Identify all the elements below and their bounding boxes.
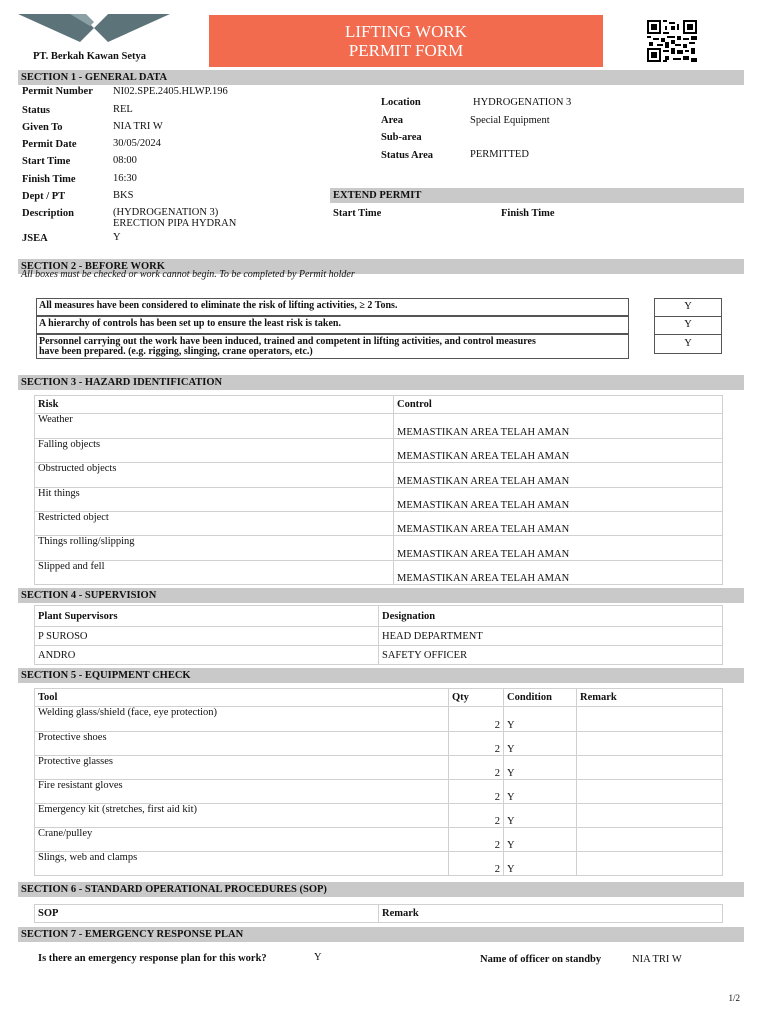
- supervision-table: [34, 605, 723, 665]
- designation-cell: HEAD DEPARTMENT: [379, 627, 723, 646]
- risk-cell: Slipped and fell: [35, 561, 394, 585]
- control-cell: MEMASTIKAN AREA TELAH AMAN: [394, 512, 723, 536]
- tool-cell: Crane/pulley: [35, 828, 449, 852]
- tool-cell: Protective glasses: [35, 756, 449, 780]
- table-row: [35, 780, 723, 804]
- tool-cell: Welding glass/shield (face, eye protection): [35, 707, 449, 732]
- table-row: [35, 707, 723, 732]
- control-cell: MEMASTIKAN AREA TELAH AMAN: [394, 536, 723, 561]
- checklist-answer: Y: [684, 319, 692, 330]
- qty-cell: 2: [449, 804, 504, 828]
- finish-time-label: Finish Time: [22, 174, 76, 185]
- qty-cell: 2: [449, 756, 504, 780]
- table-row: [35, 828, 723, 852]
- checklist-answer: Y: [684, 301, 692, 312]
- remark-cell: [577, 852, 723, 876]
- sop-header: SOP: [35, 905, 379, 923]
- tool-cell: Protective shoes: [35, 732, 449, 756]
- control-cell: MEMASTIKAN AREA TELAH AMAN: [394, 488, 723, 512]
- given-to-label: Given To: [22, 122, 63, 133]
- company-name: PT. Berkah Kawan Setya: [33, 51, 146, 62]
- table-row: [35, 561, 723, 585]
- section2-note: All boxes must be checked or work cannot begin. To be completed by Permit holder: [21, 269, 355, 280]
- start-time-value: 08:00: [113, 155, 137, 166]
- status-value: REL: [113, 104, 133, 115]
- designation-cell: SAFETY OFFICER: [379, 646, 723, 665]
- section5-title: SECTION 5 - EQUIPMENT CHECK: [18, 668, 744, 683]
- hazard-table: [34, 395, 723, 585]
- permit-date-value: 30/05/2024: [113, 138, 161, 149]
- remark-cell: [577, 804, 723, 828]
- table-row: [35, 463, 723, 488]
- equipment-table: [34, 688, 723, 876]
- sop-table: [34, 904, 723, 923]
- risk-cell: Hit things: [35, 488, 394, 512]
- risk-cell: Obstructed objects: [35, 463, 394, 488]
- qty-cell: 2: [449, 732, 504, 756]
- section7-title: SECTION 7 - EMERGENCY RESPONSE PLAN: [18, 927, 744, 942]
- sub-area-label: Sub-area: [381, 132, 422, 143]
- description-label: Description: [22, 208, 74, 219]
- condition-cell: Y: [504, 852, 577, 876]
- extend-permit-title: EXTEND PERMIT: [330, 188, 744, 203]
- tool-header: Tool: [35, 689, 449, 707]
- table-row: [35, 646, 723, 665]
- dept-label: Dept / PT: [22, 191, 66, 202]
- condition-cell: Y: [504, 804, 577, 828]
- checklist-item-text: A hierarchy of controls has been set up to ensure the least risk is taken.: [39, 318, 341, 329]
- area-value: Special Equipment: [470, 115, 550, 126]
- table-row: [35, 512, 723, 536]
- standby-officer-label: Name of officer on standby: [480, 954, 602, 965]
- table-row: [35, 852, 723, 876]
- risk-cell: Things rolling/slipping: [35, 536, 394, 561]
- location-label: Location: [381, 97, 421, 108]
- control-header: Control: [394, 396, 723, 414]
- control-cell: MEMASTIKAN AREA TELAH AMAN: [394, 414, 723, 439]
- area-label: Area: [381, 115, 403, 126]
- control-cell: MEMASTIKAN AREA TELAH AMAN: [394, 439, 723, 463]
- emergency-plan-answer: Y: [314, 952, 322, 963]
- condition-cell: Y: [504, 707, 577, 732]
- permit-number-value: NI02.SPE.2405.HLWP.196: [113, 86, 228, 97]
- checklist-item-text-line2: have been prepared. (e.g. rigging, slinging, crane operators, etc.): [39, 346, 313, 357]
- start-time-label: Start Time: [22, 156, 71, 167]
- checklist-answer: Y: [684, 338, 692, 349]
- supervisor-cell: ANDRO: [35, 646, 379, 665]
- risk-cell: Weather: [35, 414, 394, 439]
- extend-start-time-label: Start Time: [333, 208, 382, 219]
- remark-cell: [577, 780, 723, 804]
- form-title-line1: LIFTING WORK: [345, 22, 467, 41]
- condition-cell: Y: [504, 828, 577, 852]
- section6-title: SECTION 6 - STANDARD OPERATIONAL PROCEDURES (SOP): [18, 882, 744, 897]
- risk-cell: Restricted object: [35, 512, 394, 536]
- permit-date-label: Permit Date: [22, 139, 77, 150]
- description-line2: ERECTION PIPA HYDRAN: [113, 218, 237, 229]
- location-value: HYDROGENATION 3: [473, 97, 572, 108]
- standby-officer-value: NIA TRI W: [632, 954, 682, 965]
- table-row: [35, 414, 723, 439]
- section3-title: SECTION 3 - HAZARD IDENTIFICATION: [18, 375, 744, 390]
- condition-header: Condition: [504, 689, 577, 707]
- condition-cell: Y: [504, 780, 577, 804]
- condition-cell: Y: [504, 756, 577, 780]
- remark-header: Remark: [577, 689, 723, 707]
- control-cell: MEMASTIKAN AREA TELAH AMAN: [394, 463, 723, 488]
- qty-header: Qty: [449, 689, 504, 707]
- table-row: [35, 756, 723, 780]
- given-to-value: NIA TRI W: [113, 121, 163, 132]
- remark-cell: [577, 756, 723, 780]
- section1-title: SECTION 1 - GENERAL DATA: [18, 70, 744, 85]
- table-row: [35, 536, 723, 561]
- plant-supervisors-header: Plant Supervisors: [35, 606, 379, 627]
- table-row: [35, 732, 723, 756]
- form-title-line2: PERMIT FORM: [348, 41, 464, 60]
- tool-cell: Emergency kit (stretches, first aid kit): [35, 804, 449, 828]
- section2-title: SECTION 2 - BEFORE WORK: [18, 259, 744, 274]
- qty-cell: 2: [449, 707, 504, 732]
- section4-title: SECTION 4 - SUPERVISION: [18, 588, 744, 603]
- remark-cell: [577, 828, 723, 852]
- qr-code-icon: [647, 20, 697, 62]
- table-row: [35, 804, 723, 828]
- emergency-plan-question: Is there an emergency response plan for this work?: [38, 953, 267, 964]
- finish-time-value: 16:30: [113, 173, 137, 184]
- qty-cell: 2: [449, 828, 504, 852]
- permit-number-label: Permit Number: [22, 86, 93, 97]
- status-area-label: Status Area: [381, 150, 434, 161]
- control-cell: MEMASTIKAN AREA TELAH AMAN: [394, 561, 723, 585]
- status-area-value: PERMITTED: [470, 149, 529, 160]
- checklist-item-text: Personnel carrying out the work have been induced, trained and competent in lifting activities, and control measures: [39, 336, 536, 347]
- supervisor-cell: P SUROSO: [35, 627, 379, 646]
- extend-finish-time-label: Finish Time: [501, 208, 555, 219]
- tool-cell: Slings, web and clamps: [35, 852, 449, 876]
- jsea-value: Y: [113, 232, 121, 243]
- jsea-label: JSEA: [22, 233, 48, 244]
- table-row: [35, 439, 723, 463]
- status-label: Status: [22, 105, 51, 116]
- qty-cell: 2: [449, 780, 504, 804]
- remark-cell: [577, 732, 723, 756]
- qty-cell: 2: [449, 852, 504, 876]
- dept-value: BKS: [113, 190, 134, 201]
- description-line1: (HYDROGENATION 3): [113, 207, 219, 218]
- designation-header: Designation: [379, 606, 723, 627]
- risk-header: Risk: [35, 396, 394, 414]
- table-row: [35, 627, 723, 646]
- sop-remark-header: Remark: [379, 905, 723, 923]
- remark-cell: [577, 707, 723, 732]
- risk-cell: Falling objects: [35, 439, 394, 463]
- condition-cell: Y: [504, 732, 577, 756]
- form-title: [209, 15, 603, 67]
- checklist-item-text: All measures have been considered to eliminate the risk of lifting activities, ≥ 2 Tons.: [39, 300, 398, 311]
- page-number: 1/2: [728, 993, 740, 1003]
- table-row: [35, 488, 723, 512]
- tool-cell: Fire resistant gloves: [35, 780, 449, 804]
- company-logo: [18, 14, 170, 46]
